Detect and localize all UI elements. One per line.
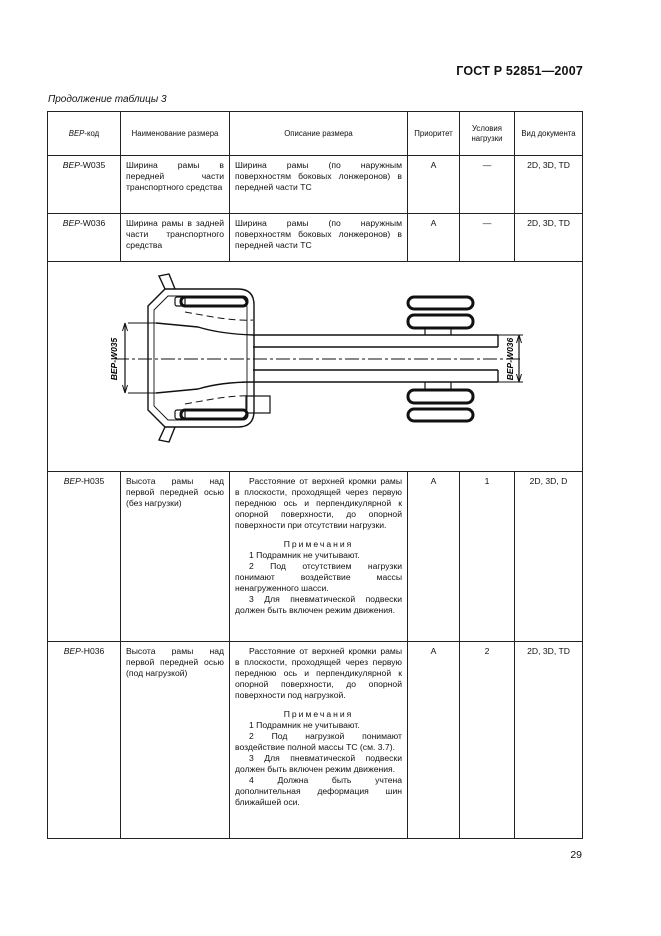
col-description-header: Описание размера bbox=[230, 112, 408, 156]
row-doc: 2D, 3D, TD bbox=[515, 642, 583, 839]
row-description-text: Расстояние от верхней кромки рамы в плоскости, проходящей через первую переднюю ось и перпендикулярной к опорной поверхности, до опорной поверхности под нагрузкой. bbox=[235, 646, 402, 700]
rear-wheel-right-2 bbox=[408, 409, 473, 421]
rear-wheel-right-1 bbox=[408, 390, 473, 403]
row-priority: А bbox=[408, 214, 460, 262]
row-description: Ширина рамы (по наружным поверхностям боковых лонжеронов) в передней части ТС bbox=[230, 214, 408, 262]
notes-title: Примечания bbox=[283, 539, 354, 549]
table-row bbox=[48, 642, 583, 839]
note-item: 2 Под нагрузкой понимают воздействие полной массы ТС (см. 3.7). bbox=[235, 731, 402, 752]
note-item: 3 Для пневматической подвески должен быть включен режим движения. bbox=[235, 594, 402, 615]
row-load: 1 bbox=[460, 472, 515, 642]
note-item: 3 Для пневматической подвески должен быть включен режим движения. bbox=[235, 753, 402, 774]
row-description bbox=[230, 472, 408, 642]
notes-title: Примечания bbox=[283, 709, 354, 719]
row-description: Ширина рамы (по наружным поверхностям боковых лонжеронов) в передней части ТС bbox=[230, 156, 408, 214]
row-load: 2 bbox=[460, 642, 515, 839]
table-row bbox=[48, 472, 583, 642]
row-priority: А bbox=[408, 472, 460, 642]
col-load-header: Условия нагрузки bbox=[460, 112, 515, 156]
mirror-left bbox=[159, 274, 175, 289]
row-doc: 2D, 3D, D bbox=[515, 472, 583, 642]
figure-row bbox=[48, 262, 583, 472]
row-name: Высота рамы над первой передней осью (под нагрузкой) bbox=[121, 642, 230, 839]
note-item: 2 Под отсутствием нагрузки понимают воздействие массы ненагруженного шасси. bbox=[235, 561, 402, 593]
dimension-table bbox=[47, 111, 583, 839]
row-description bbox=[230, 642, 408, 839]
col-name-header: Наименование размера bbox=[121, 112, 230, 156]
frame-width-figure bbox=[48, 262, 583, 472]
row-code: ВЕР-Н036 bbox=[48, 642, 121, 839]
note-item: 1 Подрамник не учитывают. bbox=[249, 550, 360, 560]
col-code-header: ВЕР-код bbox=[48, 112, 121, 156]
front-wheel-right bbox=[181, 410, 247, 419]
note-item: 1 Подрамник не учитывают. bbox=[249, 720, 360, 730]
table-row bbox=[48, 214, 583, 262]
cab-outline bbox=[148, 289, 254, 427]
mirror-right bbox=[159, 427, 175, 442]
table-header-row bbox=[48, 112, 583, 156]
rear-wheel-left-2 bbox=[408, 315, 473, 328]
table-row bbox=[48, 156, 583, 214]
row-doc: 2D, 3D, TD bbox=[515, 156, 583, 214]
row-doc: 2D, 3D, TD bbox=[515, 214, 583, 262]
rear-wheel-left-1 bbox=[408, 297, 473, 309]
table-caption: Продолжение таблицы 3 bbox=[48, 94, 167, 105]
label-w036: ВЕР-W036 bbox=[505, 337, 515, 381]
note-item: 4 Должна быть учтена дополнительная деформация шин ближайшей оси. bbox=[235, 775, 402, 807]
row-name: Высота рамы над первой передней осью (без нагрузки) bbox=[121, 472, 230, 642]
row-load: — bbox=[460, 214, 515, 262]
col-doc-header: Вид документа bbox=[515, 112, 583, 156]
chassis-top-view-drawing bbox=[53, 266, 586, 467]
row-description-text: Расстояние от верхней кромки рамы в плоскости, проходящей через первую переднюю ось и перпендикулярной к опорной поверхности, до опорной поверхности при отсутствии нагрузки. bbox=[235, 476, 402, 530]
row-code: ВЕР-Н035 bbox=[48, 472, 121, 642]
row-name: Ширина рамы в задней части транспортного средства bbox=[121, 214, 230, 262]
front-wheel-left bbox=[181, 297, 247, 306]
row-priority: А bbox=[408, 642, 460, 839]
row-priority: А bbox=[408, 156, 460, 214]
row-code: ВЕР-W035 bbox=[48, 156, 121, 214]
row-load: — bbox=[460, 156, 515, 214]
row-code: ВЕР-W036 bbox=[48, 214, 121, 262]
page-number: 29 bbox=[570, 849, 582, 861]
col-priority-header: Приоритет bbox=[408, 112, 460, 156]
row-name: Ширина рамы в передней части транспортного средства bbox=[121, 156, 230, 214]
document-header: ГОСТ Р 52851—2007 bbox=[456, 64, 583, 78]
label-w035: ВЕР-W035 bbox=[109, 337, 119, 381]
